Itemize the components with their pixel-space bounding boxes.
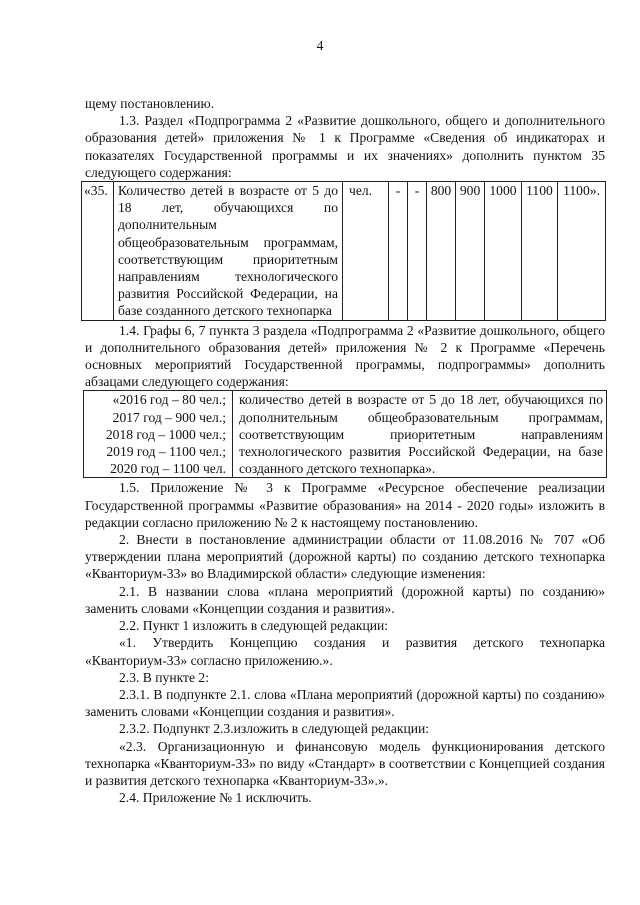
paragraph-2: 2. Внести в постановление администрации области от 11.08.2016 № 707 «Об утверждении плана мероприятий (дорожной карты) по созданию детского технопарка «Кванториум-33» во Владимирской области» следующие изменения: [85, 532, 605, 582]
unit-cell: чел. [343, 182, 389, 321]
indicator-table [81, 181, 606, 321]
paragraph-2-2-quote: «1. Утвердить Концепцию создания и развития детского технопарка «Кванториум-33» согласно приложению.». [85, 635, 605, 668]
paragraph-2-1: 2.1. В названии слова «плана мероприятий (дорожной карты) по созданию» заменить словами «Концепции создания и развития». [85, 583, 605, 616]
year-line-2016: «2016 год – 80 чел.; [112, 392, 226, 408]
paragraph-1-4: 1.4. Графы 6, 7 пункта 3 раздела «Подпрограмма 2 «Развитие дошкольного, общего и дополнительного образования детей» приложения № 2 к Программе «Перечень основных мероприятий Государственной программы, подпрограммы» дополнить абзацами следующего содержания: [85, 322, 605, 390]
paragraph-1-3: 1.3. Раздел «Подпрограмма 2 «Развитие дошкольного, общего и дополнительного образования детей» приложения № 1 к Программе «Сведения об индикаторах и показателях Государственной программы и их значениях» дополнить пунктом 35 следующего содержания: [85, 113, 605, 180]
activities-table [83, 390, 607, 478]
paragraph-continuation: щему постановлению. [85, 96, 215, 111]
paragraph-2-3: 2.3. В пункте 2: [119, 669, 209, 685]
indicator-description-cell: Количество детей в возрасте от 5 до 18 лет, обучающихся по дополнительным общеобразовательным программам, соответствующим приоритетным направлениям технологического развития Российской Федерации, на базе созданного детского технопарка [114, 182, 343, 321]
paragraph-2-4: 2.4. Приложение № 1 исключить. [119, 790, 312, 806]
year-line-2019: 2019 год – 1100 чел.; [106, 444, 226, 460]
value-cell-800: 800 [427, 182, 456, 321]
value-cell-1100-b: 1100». [558, 182, 606, 321]
row-number-cell: «35. [82, 182, 114, 321]
value-cell-dash-2: - [408, 182, 427, 321]
paragraph-2-3-1: 2.3.1. В подпункте 2.1. слова «Плана мероприятий (дорожной карты) по созданию» заменить словами «Концепции создания и развития». [85, 686, 605, 720]
activity-description-cell: количество детей в возрасте от 5 до 18 лет, обучающихся по дополнительным общеобразовательным программам, соответствующим приоритетным направлениям технологического развития Российской Федерации, на базе созданного детского технопарка». [233, 391, 607, 478]
year-line-2020: 2020 год – 1100 чел. [110, 461, 226, 477]
value-cell-dash-1: - [389, 182, 408, 321]
value-cell-1000: 1000 [485, 182, 522, 321]
years-cell [84, 391, 233, 478]
document-body [85, 95, 605, 806]
paragraph-2-3-2: 2.3.2. Подпункт 2.3.изложить в следующей редакции: [119, 721, 430, 737]
value-cell-1100-a: 1100 [521, 182, 557, 321]
paragraph-2-3-2-quote: «2.3. Организационную и финансовую модель функционирования детского технопарка «Кванториум-33» по виду «Стандарт» в соответствии с Концепцией создания и развития детского технопарка «Кванториум-33».». [85, 738, 605, 788]
year-line-2017: 2017 год – 900 чел.; [112, 409, 226, 425]
value-cell-900: 900 [456, 182, 485, 321]
table-row [84, 391, 607, 478]
paragraph-1-5: 1.5. Приложение № 3 к Программе «Ресурсное обеспечение реализации Государственной программы «Развитие образования» на 2014 - 2020 годы» изложить в редакции согласно приложению № 2 к настоящему постановлению. [85, 480, 605, 530]
table-row [82, 182, 606, 321]
year-line-2018: 2018 год – 1000 чел.; [105, 426, 226, 442]
paragraph-2-2: 2.2. Пункт 1 изложить в следующей редакции: [119, 618, 389, 634]
page-number: 4 [316, 38, 324, 53]
